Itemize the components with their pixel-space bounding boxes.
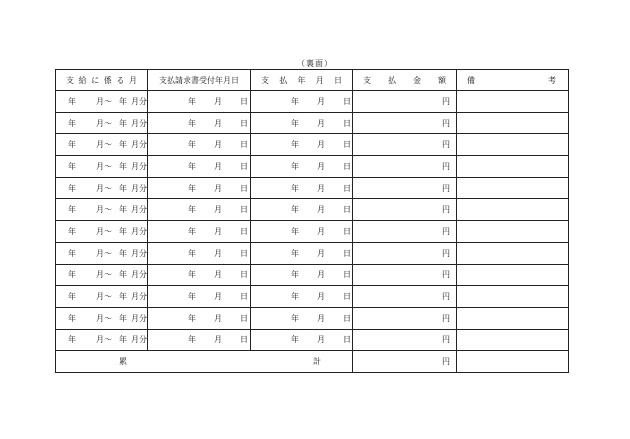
period-month-from: 月〜 bbox=[96, 118, 112, 128]
table-row bbox=[56, 264, 569, 286]
period-month-from: 月〜 bbox=[96, 205, 112, 215]
period-month-from: 月〜 bbox=[96, 270, 112, 280]
period-month-from: 月〜 bbox=[96, 183, 112, 193]
period-year-to: 年 bbox=[119, 118, 127, 128]
memo-cell[interactable] bbox=[457, 221, 569, 243]
header-pay-date-char: 支 bbox=[261, 75, 269, 85]
header-row bbox=[56, 70, 569, 91]
period-year-from: 年 bbox=[68, 270, 76, 280]
amount-cell[interactable] bbox=[353, 199, 457, 221]
pay-day-unit: 日 bbox=[343, 292, 351, 302]
receipt-date-cell[interactable] bbox=[148, 91, 251, 113]
memo-cell[interactable] bbox=[457, 91, 569, 113]
pay-month-unit: 月 bbox=[317, 205, 325, 215]
period-cell[interactable] bbox=[56, 134, 148, 156]
period-year-to: 年 bbox=[119, 226, 127, 236]
receipt-year-unit: 年 bbox=[188, 183, 196, 193]
receipt-day-unit: 日 bbox=[240, 96, 248, 106]
yen-unit: 円 bbox=[442, 96, 450, 106]
header-memo-char: 考 bbox=[548, 75, 556, 85]
table-row bbox=[56, 286, 569, 308]
header-amount-char: 支 bbox=[363, 75, 371, 85]
amount-cell[interactable] bbox=[353, 156, 457, 178]
yen-unit: 円 bbox=[442, 205, 450, 215]
receipt-month-unit: 月 bbox=[214, 270, 222, 280]
total-label-left: 累 bbox=[119, 357, 127, 367]
period-month-from: 月〜 bbox=[96, 226, 112, 236]
pay-month-unit: 月 bbox=[317, 118, 325, 128]
receipt-day-unit: 日 bbox=[240, 270, 248, 280]
pay-year-unit: 年 bbox=[291, 96, 299, 106]
pay-day-unit: 日 bbox=[343, 118, 351, 128]
table-row bbox=[56, 242, 569, 264]
pay-month-unit: 月 bbox=[317, 140, 325, 150]
receipt-date-cell[interactable] bbox=[148, 242, 251, 264]
memo-cell[interactable] bbox=[457, 134, 569, 156]
receipt-month-unit: 月 bbox=[214, 205, 222, 215]
amount-cell[interactable] bbox=[353, 286, 457, 308]
pay-year-unit: 年 bbox=[291, 118, 299, 128]
receipt-date-cell[interactable] bbox=[148, 264, 251, 286]
pay-day-unit: 日 bbox=[343, 248, 351, 258]
period-month-to: 月分 bbox=[131, 161, 147, 171]
header-memo bbox=[457, 70, 569, 91]
receipt-day-unit: 日 bbox=[240, 313, 248, 323]
receipt-year-unit: 年 bbox=[188, 161, 196, 171]
period-cell[interactable] bbox=[56, 264, 148, 286]
pay-month-unit: 月 bbox=[317, 313, 325, 323]
pay-year-unit: 年 bbox=[291, 248, 299, 258]
receipt-day-unit: 日 bbox=[240, 183, 248, 193]
header-amount-char: 払 bbox=[388, 75, 396, 85]
period-month-to: 月分 bbox=[131, 313, 147, 323]
header-amount-char: 金 bbox=[413, 75, 421, 85]
receipt-year-unit: 年 bbox=[188, 96, 196, 106]
amount-cell[interactable] bbox=[353, 112, 457, 134]
period-month-to: 月分 bbox=[131, 248, 147, 258]
pay-month-unit: 月 bbox=[317, 248, 325, 258]
receipt-date-cell[interactable] bbox=[148, 177, 251, 199]
total-amount-cell[interactable] bbox=[353, 351, 457, 373]
period-month-to: 月分 bbox=[131, 140, 147, 150]
amount-cell[interactable] bbox=[353, 307, 457, 329]
period-month-from: 月〜 bbox=[96, 313, 112, 323]
pay-year-unit: 年 bbox=[291, 335, 299, 345]
memo-cell[interactable] bbox=[457, 242, 569, 264]
pay-year-unit: 年 bbox=[291, 140, 299, 150]
header-pay-date-char: 日 bbox=[334, 75, 342, 85]
period-cell[interactable] bbox=[56, 221, 148, 243]
receipt-month-unit: 月 bbox=[214, 96, 222, 106]
amount-cell[interactable] bbox=[353, 134, 457, 156]
header-amount bbox=[353, 70, 457, 91]
table-row bbox=[56, 91, 569, 113]
period-year-to: 年 bbox=[119, 183, 127, 193]
amount-cell[interactable] bbox=[353, 329, 457, 351]
header-pay-month-char: 月 bbox=[128, 75, 137, 85]
period-year-to: 年 bbox=[119, 313, 127, 323]
receipt-date-cell[interactable] bbox=[148, 112, 251, 134]
period-year-to: 年 bbox=[119, 140, 127, 150]
receipt-month-unit: 月 bbox=[214, 118, 222, 128]
period-cell[interactable] bbox=[56, 112, 148, 134]
receipt-year-unit: 年 bbox=[188, 248, 196, 258]
page-caption: （裏面） bbox=[297, 59, 333, 68]
receipt-date-cell[interactable] bbox=[148, 307, 251, 329]
period-month-to: 月分 bbox=[131, 335, 147, 345]
receipt-day-unit: 日 bbox=[240, 140, 248, 150]
yen-unit: 円 bbox=[442, 335, 450, 345]
period-year-from: 年 bbox=[68, 248, 76, 258]
pay-day-unit: 日 bbox=[343, 335, 351, 345]
yen-unit: 円 bbox=[442, 270, 450, 280]
header-pay-month-char: に bbox=[91, 75, 100, 85]
table-row bbox=[56, 307, 569, 329]
period-cell[interactable] bbox=[56, 91, 148, 113]
table-row bbox=[56, 221, 569, 243]
total-row bbox=[56, 351, 569, 373]
receipt-date-cell[interactable] bbox=[148, 199, 251, 221]
pay-year-unit: 年 bbox=[291, 183, 299, 193]
header-pay-month-char: 支 bbox=[66, 75, 74, 85]
amount-cell[interactable] bbox=[353, 264, 457, 286]
receipt-year-unit: 年 bbox=[188, 335, 196, 345]
receipt-day-unit: 日 bbox=[240, 292, 248, 302]
table-row bbox=[56, 156, 569, 178]
header-pay-date bbox=[251, 70, 353, 91]
period-year-from: 年 bbox=[68, 292, 76, 302]
period-year-to: 年 bbox=[119, 270, 127, 280]
header-receipt-date: 支払請求書受付年月日 bbox=[148, 70, 251, 91]
period-month-to: 月分 bbox=[131, 183, 147, 193]
header-pay-month-char: る bbox=[116, 75, 125, 85]
yen-unit: 円 bbox=[442, 292, 450, 302]
receipt-month-unit: 月 bbox=[214, 248, 222, 258]
receipt-day-unit: 日 bbox=[240, 226, 248, 236]
pay-date-cell[interactable] bbox=[251, 177, 353, 199]
amount-cell[interactable] bbox=[353, 177, 457, 199]
period-year-to: 年 bbox=[119, 248, 127, 258]
receipt-month-unit: 月 bbox=[214, 183, 222, 193]
pay-day-unit: 日 bbox=[343, 140, 351, 150]
pay-date-cell[interactable] bbox=[251, 112, 353, 134]
pay-date-cell[interactable] bbox=[251, 91, 353, 113]
pay-day-unit: 日 bbox=[343, 270, 351, 280]
total-memo-cell[interactable] bbox=[457, 351, 569, 373]
pay-day-unit: 日 bbox=[343, 226, 351, 236]
header-amount-char: 額 bbox=[438, 75, 446, 85]
receipt-year-unit: 年 bbox=[188, 118, 196, 128]
pay-day-unit: 日 bbox=[343, 205, 351, 215]
yen-unit: 円 bbox=[442, 226, 450, 236]
receipt-year-unit: 年 bbox=[188, 140, 196, 150]
period-year-from: 年 bbox=[68, 205, 76, 215]
pay-day-unit: 日 bbox=[343, 96, 351, 106]
yen-unit: 円 bbox=[442, 248, 450, 258]
header-pay-date-char: 年 bbox=[297, 75, 306, 85]
receipt-month-unit: 月 bbox=[214, 335, 222, 345]
pay-year-unit: 年 bbox=[291, 161, 299, 171]
header-pay-date-char: 月 bbox=[315, 75, 324, 85]
period-year-to: 年 bbox=[119, 292, 127, 302]
pay-date-cell[interactable] bbox=[251, 307, 353, 329]
pay-month-unit: 月 bbox=[317, 226, 325, 236]
receipt-month-unit: 月 bbox=[214, 140, 222, 150]
total-label-right: 計 bbox=[313, 357, 321, 367]
pay-date-cell[interactable] bbox=[251, 134, 353, 156]
period-month-from: 月〜 bbox=[96, 161, 112, 171]
pay-month-unit: 月 bbox=[317, 183, 325, 193]
pay-year-unit: 年 bbox=[291, 205, 299, 215]
pay-month-unit: 月 bbox=[317, 96, 325, 106]
period-year-to: 年 bbox=[119, 161, 127, 171]
period-month-to: 月分 bbox=[131, 226, 147, 236]
period-cell[interactable] bbox=[56, 156, 148, 178]
memo-cell[interactable] bbox=[457, 177, 569, 199]
receipt-month-unit: 月 bbox=[214, 313, 222, 323]
amount-cell[interactable] bbox=[353, 221, 457, 243]
pay-date-cell[interactable] bbox=[251, 156, 353, 178]
period-month-from: 月〜 bbox=[96, 140, 112, 150]
period-cell[interactable] bbox=[56, 177, 148, 199]
receipt-month-unit: 月 bbox=[214, 161, 222, 171]
yen-unit: 円 bbox=[442, 118, 450, 128]
period-cell[interactable] bbox=[56, 199, 148, 221]
table-row bbox=[56, 177, 569, 199]
pay-year-unit: 年 bbox=[291, 313, 299, 323]
receipt-month-unit: 月 bbox=[214, 292, 222, 302]
period-year-to: 年 bbox=[119, 205, 127, 215]
receipt-day-unit: 日 bbox=[240, 248, 248, 258]
pay-date-cell[interactable] bbox=[251, 199, 353, 221]
yen-unit: 円 bbox=[442, 161, 450, 171]
memo-cell[interactable] bbox=[457, 199, 569, 221]
period-year-from: 年 bbox=[68, 335, 76, 345]
memo-cell[interactable] bbox=[457, 307, 569, 329]
period-month-from: 月〜 bbox=[96, 292, 112, 302]
period-year-from: 年 bbox=[68, 313, 76, 323]
pay-year-unit: 年 bbox=[291, 270, 299, 280]
table-row bbox=[56, 134, 569, 156]
receipt-month-unit: 月 bbox=[214, 226, 222, 236]
header-pay-month bbox=[56, 70, 148, 91]
table-row bbox=[56, 329, 569, 351]
receipt-date-cell[interactable] bbox=[148, 329, 251, 351]
table-row bbox=[56, 199, 569, 221]
memo-cell[interactable] bbox=[457, 329, 569, 351]
period-cell[interactable] bbox=[56, 242, 148, 264]
period-month-from: 月〜 bbox=[96, 335, 112, 345]
pay-date-cell[interactable] bbox=[251, 264, 353, 286]
receipt-day-unit: 日 bbox=[240, 205, 248, 215]
yen-unit: 円 bbox=[442, 140, 450, 150]
total-yen-unit: 円 bbox=[442, 357, 450, 367]
period-cell[interactable] bbox=[56, 307, 148, 329]
pay-date-cell[interactable] bbox=[251, 242, 353, 264]
period-month-from: 月〜 bbox=[96, 248, 112, 258]
receipt-date-cell[interactable] bbox=[148, 221, 251, 243]
pay-date-cell[interactable] bbox=[251, 286, 353, 308]
period-month-to: 月分 bbox=[131, 118, 147, 128]
pay-date-cell[interactable] bbox=[251, 221, 353, 243]
period-year-from: 年 bbox=[68, 183, 76, 193]
period-month-to: 月分 bbox=[131, 270, 147, 280]
receipt-year-unit: 年 bbox=[188, 292, 196, 302]
amount-cell[interactable] bbox=[353, 242, 457, 264]
header-pay-date-char: 払 bbox=[279, 75, 288, 85]
pay-month-unit: 月 bbox=[317, 270, 325, 280]
receipt-date-cell[interactable] bbox=[148, 156, 251, 178]
period-year-to: 年 bbox=[119, 96, 127, 106]
receipt-year-unit: 年 bbox=[188, 270, 196, 280]
period-year-to: 年 bbox=[119, 335, 127, 345]
period-year-from: 年 bbox=[68, 140, 76, 150]
yen-unit: 円 bbox=[442, 183, 450, 193]
period-year-from: 年 bbox=[68, 226, 76, 236]
pay-year-unit: 年 bbox=[291, 292, 299, 302]
period-month-to: 月分 bbox=[131, 205, 147, 215]
memo-cell[interactable] bbox=[457, 156, 569, 178]
pay-day-unit: 日 bbox=[343, 313, 351, 323]
pay-day-unit: 日 bbox=[343, 183, 351, 193]
table-row bbox=[56, 112, 569, 134]
period-cell[interactable] bbox=[56, 286, 148, 308]
receipt-date-cell[interactable] bbox=[148, 286, 251, 308]
pay-date-cell[interactable] bbox=[251, 329, 353, 351]
receipt-year-unit: 年 bbox=[188, 313, 196, 323]
receipt-year-unit: 年 bbox=[188, 205, 196, 215]
memo-cell[interactable] bbox=[457, 286, 569, 308]
memo-cell[interactable] bbox=[457, 264, 569, 286]
memo-cell[interactable] bbox=[457, 112, 569, 134]
period-month-to: 月分 bbox=[131, 292, 147, 302]
yen-unit: 円 bbox=[442, 313, 450, 323]
receipt-day-unit: 日 bbox=[240, 161, 248, 171]
period-year-from: 年 bbox=[68, 118, 76, 128]
header-memo-char: 備 bbox=[467, 75, 475, 85]
period-year-from: 年 bbox=[68, 161, 76, 171]
period-month-from: 月〜 bbox=[96, 96, 112, 106]
receipt-date-cell[interactable] bbox=[148, 134, 251, 156]
amount-cell[interactable] bbox=[353, 91, 457, 113]
pay-day-unit: 日 bbox=[343, 161, 351, 171]
payment-record-table bbox=[55, 69, 569, 373]
period-month-to: 月分 bbox=[131, 96, 147, 106]
pay-year-unit: 年 bbox=[291, 226, 299, 236]
receipt-day-unit: 日 bbox=[240, 118, 248, 128]
receipt-day-unit: 日 bbox=[240, 335, 248, 345]
header-pay-month-char: 係 bbox=[103, 75, 112, 85]
period-cell[interactable] bbox=[56, 329, 148, 351]
pay-month-unit: 月 bbox=[317, 161, 325, 171]
receipt-year-unit: 年 bbox=[188, 226, 196, 236]
period-year-from: 年 bbox=[68, 96, 76, 106]
pay-month-unit: 月 bbox=[317, 335, 325, 345]
pay-month-unit: 月 bbox=[317, 292, 325, 302]
header-pay-month-char: 給 bbox=[78, 75, 87, 85]
